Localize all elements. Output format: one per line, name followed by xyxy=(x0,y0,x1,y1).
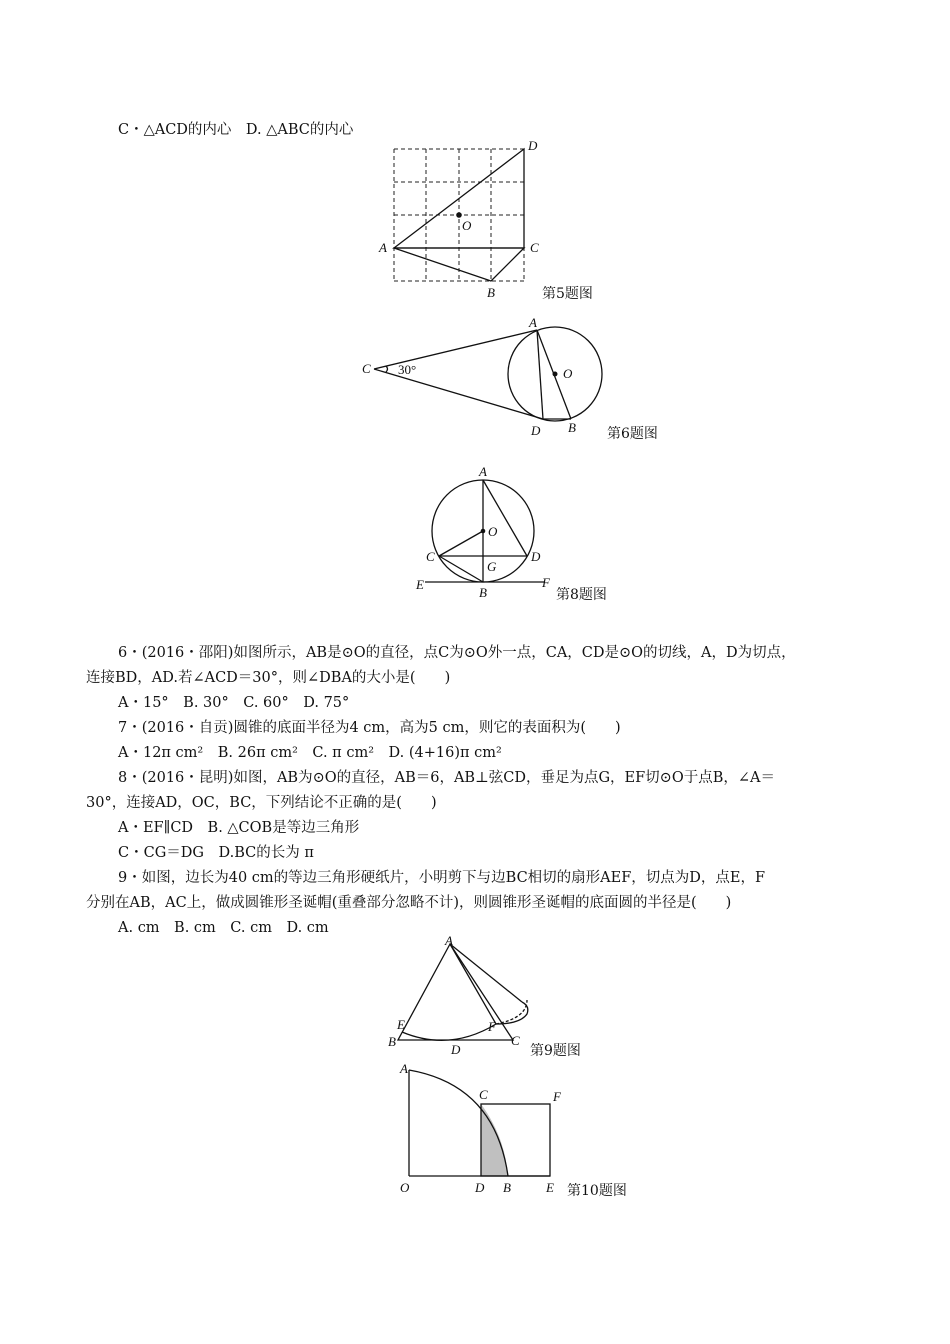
label-b: B xyxy=(487,285,495,300)
q7-options: A・12π cm² B. 26π cm² C. π cm² D. (4+16)π cm² xyxy=(118,745,502,761)
q8-options-cd: C・CG＝DG D.BC的长为 π xyxy=(118,845,314,861)
label-b: B xyxy=(568,420,576,435)
label-e: E xyxy=(546,1180,554,1195)
q6-line1: 6・(2016・邵阳)如图所示，AB是⊙O的直径，点C为⊙O外一点，CA，CD是⊙O的切线，A，D为切点， xyxy=(118,645,796,661)
q6-options: A・15° B. 30° C. 60° D. 75° xyxy=(118,695,350,711)
q9-line1: 9・如图，边长为40 cm的等边三角形硬纸片，小明剪下与边BC相切的扇形AEF，切点为D，点E，F xyxy=(118,870,766,886)
label-f: F xyxy=(553,1089,561,1104)
label-g: G xyxy=(487,559,497,574)
q9-line2: 分别在AB，AC上，做成圆锥形圣诞帽(重叠部分忽略不计)，则圆锥形圣诞帽的底面圆的半径是( ) xyxy=(86,895,732,911)
q9-options: A. cm B. cm C. cm D. cm xyxy=(118,920,329,936)
cone-outline xyxy=(450,944,522,1002)
caption-fig6: 第6题图 xyxy=(607,426,658,442)
label-c: C xyxy=(479,1087,488,1102)
label-d: D xyxy=(451,1042,461,1057)
figure-8 xyxy=(405,460,565,605)
label-b: B xyxy=(503,1180,511,1195)
label-d: D xyxy=(475,1180,485,1195)
label-a: A xyxy=(529,315,537,330)
label-d: D xyxy=(528,138,538,153)
caption-fig5: 第5题图 xyxy=(542,286,593,302)
caption-fig9: 第9题图 xyxy=(530,1043,581,1059)
label-e: E xyxy=(397,1017,405,1032)
q8-options-ab: A・EF∥CD B. △COB是等边三角形 xyxy=(118,820,360,836)
label-a: A xyxy=(400,1061,408,1076)
label-c: C xyxy=(362,361,371,376)
label-o: O xyxy=(563,366,573,381)
point-o xyxy=(553,372,558,377)
label-o: O xyxy=(400,1180,410,1195)
point-o xyxy=(456,212,462,218)
label-a: A xyxy=(445,933,453,948)
caption-fig8: 第8题图 xyxy=(556,587,607,603)
segment-oc xyxy=(439,531,483,556)
label-b: B xyxy=(479,585,487,600)
label-a: A xyxy=(479,464,487,479)
point-o xyxy=(481,529,486,534)
figure-6 xyxy=(355,310,615,440)
cone-edge xyxy=(450,944,496,1024)
label-angle: 30° xyxy=(398,362,417,377)
caption-fig10: 第10题图 xyxy=(567,1183,627,1199)
label-c: C xyxy=(426,549,435,564)
figure-5 xyxy=(370,135,570,305)
segment-ad xyxy=(483,480,527,556)
label-d: D xyxy=(531,549,541,564)
label-e: E xyxy=(416,577,424,592)
label-o: O xyxy=(462,218,472,233)
label-c: C xyxy=(511,1033,520,1048)
angle-arc xyxy=(386,366,388,372)
label-o: O xyxy=(488,524,498,539)
label-b: B xyxy=(388,1034,396,1049)
q8-line1: 8・(2016・昆明)如图，AB为⊙O的直径，AB＝6，AB⊥弦CD，垂足为点G，EF切⊙O于点B，∠A＝ xyxy=(118,770,775,786)
label-f: F xyxy=(488,1019,496,1034)
label-a: A xyxy=(379,240,387,255)
label-f: F xyxy=(542,575,550,590)
q8-line2: 30°，连接AD，OC，BC，下列结论不正确的是( ) xyxy=(86,795,437,811)
segment-bc xyxy=(439,556,483,582)
q5-options-cd: C・△ACD的内心 D. △ABC的内心 xyxy=(118,122,354,138)
arc-ef xyxy=(402,1024,496,1040)
q7-line1: 7・(2016・自贡)圆锥的底面半径为4 cm，高为5 cm，则它的表面积为( ) xyxy=(118,720,621,736)
q6-line2: 连接BD，AD.若∠ACD＝30°，则∠DBA的大小是( ) xyxy=(86,670,451,686)
label-d: D xyxy=(531,423,541,438)
label-c: C xyxy=(530,240,539,255)
figure-10 xyxy=(390,1055,580,1195)
